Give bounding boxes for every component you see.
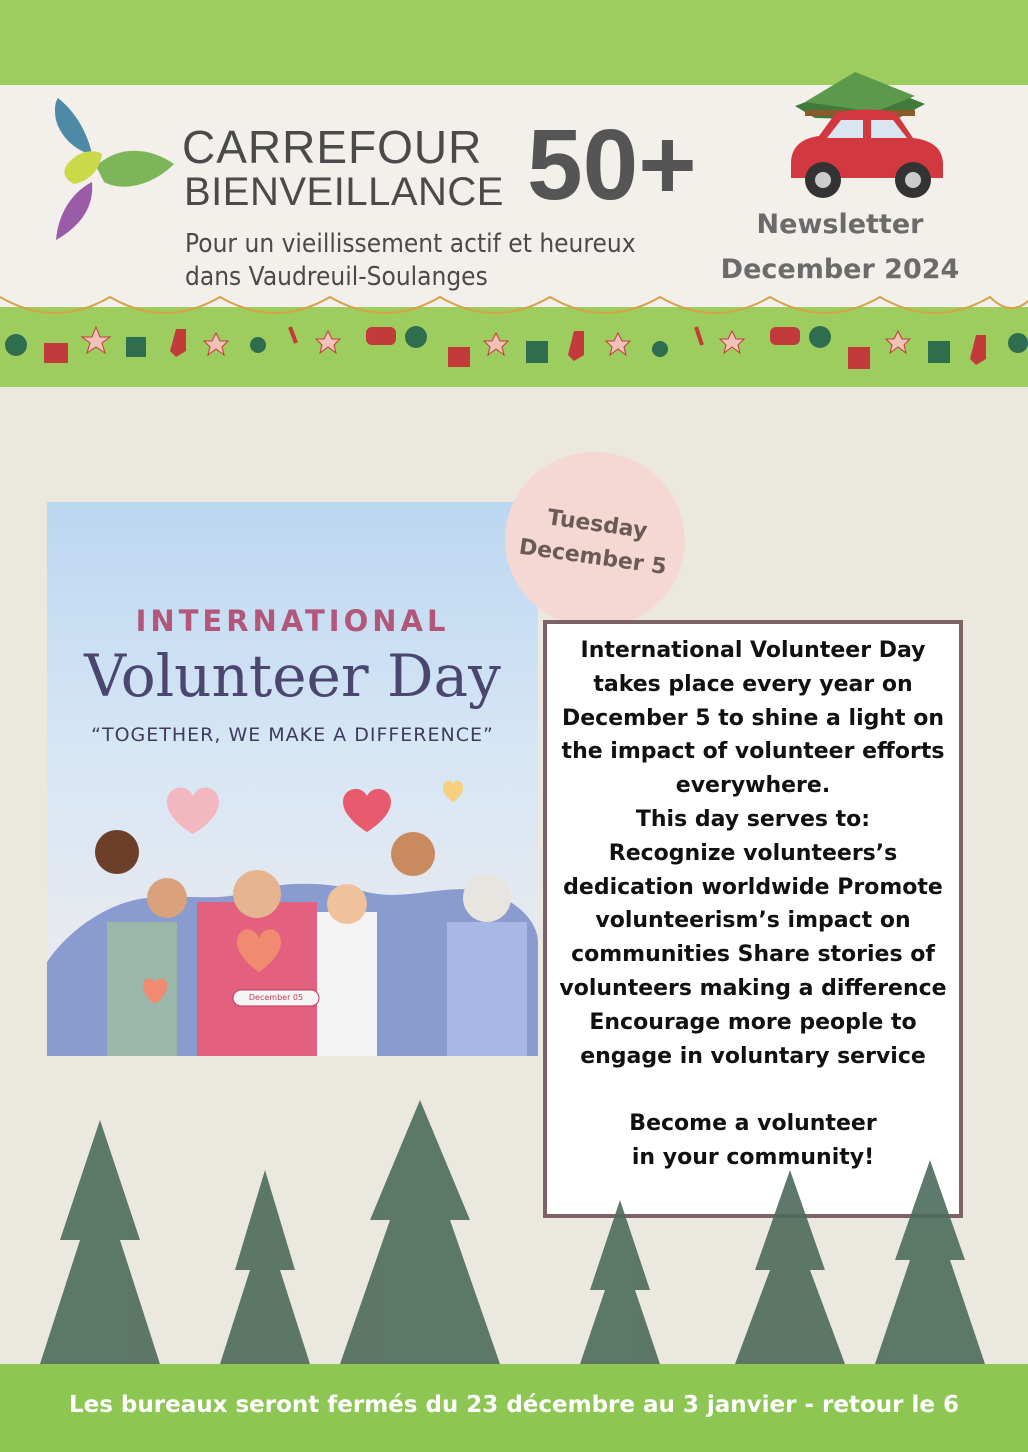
garland-band	[0, 307, 1028, 387]
poster-slogan: “TOGETHER, WE MAKE A DIFFERENCE”	[91, 724, 494, 746]
info-paragraph-2-body: Recognize volunteers’s dedication worldwide Promote volunteerism’s impact on communities Share stories of volunteers making a difference Encourage more people to engage in voluntary service	[559, 840, 947, 1069]
info-paragraph-1: International Volunteer Day takes place every year on December 5 to shine a light on the impact of volunteer efforts everywhere.	[561, 638, 945, 799]
info-paragraph-2-intro: This day serves to:	[635, 806, 871, 832]
date-badge-line2: December 5	[517, 534, 669, 581]
christmas-car-icon	[775, 68, 955, 213]
footer-notice: Les bureaux seront fermés du 23 décembre au 3 janvier - retour le 6	[68, 1392, 960, 1418]
brand-name-line1: CARREFOUR	[182, 121, 483, 173]
pine-trees-icon	[0, 1090, 1028, 1370]
garland-ornaments-icon	[0, 287, 1028, 387]
brand-number: 50+	[527, 109, 697, 221]
brand-name-line2: BIENVEILLANCE	[184, 170, 504, 214]
date-badge-line1: Tuesday	[545, 505, 649, 545]
tagline-line2: dans Vaudreuil-Soulanges	[185, 262, 488, 292]
info-cta-line1: Become a volunteer	[629, 1111, 877, 1137]
volunteer-day-poster	[47, 502, 538, 1056]
newsletter-label: Newsletter	[756, 209, 924, 240]
newsletter-date: December 2024	[720, 254, 960, 285]
poster-title-line2: Volunteer Day	[84, 642, 501, 710]
tagline-line1: Pour un vieillissement actif et heureux	[185, 229, 636, 259]
poster-sign-text: December 05	[248, 993, 304, 1002]
logo-leaf-icon	[48, 96, 178, 244]
info-cta-line2: in your community!	[631, 1144, 875, 1170]
tagline	[185, 228, 636, 294]
poster-title-line1: INTERNATIONAL	[135, 604, 450, 638]
volunteers-illustration-icon	[47, 502, 538, 1056]
